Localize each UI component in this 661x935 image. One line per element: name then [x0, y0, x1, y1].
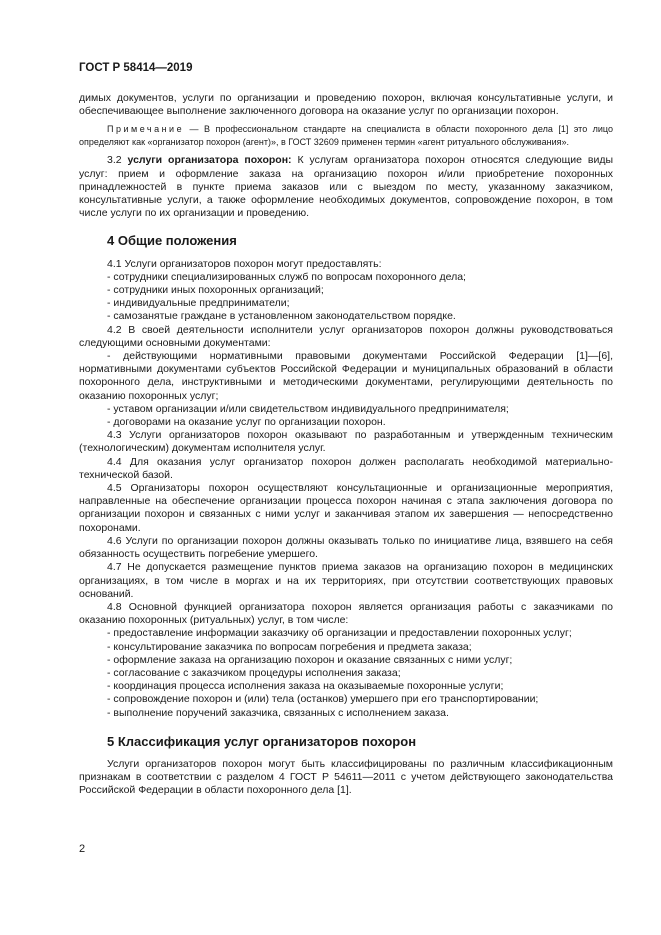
list-item: - сотрудники специализированных служб по вопросам похоронного дела; — [107, 270, 466, 283]
list-item: - координация процесса исполнения заказа на оказываемые похоронные услуги; — [107, 680, 504, 693]
list-item: - договорами на оказание услуг по организации похорон. — [107, 416, 386, 429]
clause-4-6: 4.6 Услуги по организации похорон должны оказывать только по инициативе лица, взявшего на себя обязанность осуществить погребение умершего. — [79, 534, 613, 561]
note-paragraph — [79, 123, 613, 149]
list-item: - предоставление информации заказчику об организации и предоставлении похоронных услуг; — [107, 627, 572, 640]
list-item: - самозанятые граждане в установленном законодательством порядке. — [107, 310, 456, 323]
page-content — [79, 92, 613, 798]
definition-text: К услугам организатора похорон относятся следующие виды услуг: прием и оформление заказа на организацию похорон и/или приобретение похоронных принадлежностей в пункте приема заказов или с выездом по месту, указанному заказчиком, консультативные услуги, а также оформление необходимых документов, сопровождение похорон, в том числе услуги по их организации и проведению. — [79, 154, 613, 220]
definition-number: 3.2 — [107, 154, 128, 167]
note-label: Примечание — [107, 124, 185, 135]
section-4-heading: 4 Общие положения — [107, 233, 237, 249]
clause-4-3: 4.3 Услуги организаторов похорон оказывают по разработанным и утвержденным техническим (технологическим) документам исполнителя услуг. — [79, 429, 613, 455]
list-item: - уставом организации и/или свидетельством индивидуального предпринимателя; — [107, 402, 509, 415]
section-5-heading: 5 Классификация услуг организаторов похорон — [107, 733, 417, 749]
clause-4-2: 4.2 В своей деятельности исполнители услуг организаторов похорон должны руководствоваться следующими основными документами: — [79, 323, 613, 349]
definition-term: услуги организатора похорон: — [127, 154, 292, 167]
list-item: - оформление заказа на организацию похорон и оказание связанных с ними услуг; — [107, 653, 513, 666]
list-item: - согласование с заказчиком процедуры исполнения заказа; — [107, 666, 401, 679]
list-item: - сопровождение похорон и (или) тела (останков) умершего при его транспортировании; — [107, 693, 539, 706]
note-text: — В профессиональном стандарте на специалиста в области похоронного дела [1] это лицо определяют как «организатор похорон (агент)», в ГОСТ 32609 применен термин «агент ритуального обслуживания». — [79, 124, 613, 148]
clause-4-7: 4.7 Не допускается размещение пунктов приема заказов на организацию похорон в медицинских организациях, в том числе в моргах и на их территориях, при отсутствии соответствующих правовых оснований. — [79, 561, 613, 600]
paragraph-continuation: димых документов, услуги по организации и проведению похорон, включая консультативные услуги, и обеспечивающее выполнение заключенного договора на оказание услуг по организации похорон. — [79, 92, 613, 118]
list-item: - действующими нормативными правовыми документами Российской Федерации [1]—[6], нормативными документами субъектов Российской Федерации и муниципальных образований в области похоронного дела, инструктивными и методическими документами, регулирующими деятельность по оказанию похоронных услуг; — [79, 350, 613, 402]
list-item: - выполнение поручений заказчика, связанных с исполнением заказа. — [107, 706, 449, 719]
clause-4-1: 4.1 Услуги организаторов похорон могут предоставлять: — [107, 257, 382, 270]
clause-4-5: 4.5 Организаторы похорон осуществляют консультационные и организационные мероприятия, направленные на обеспечение организации процесса похорон начиная с этапа заключения договора по организации похорон и связанных с ними услуг и заканчивая этапом их завершения — непосредственно похоронами. — [79, 482, 613, 534]
section-5-text: Услуги организаторов похорон могут быть классифицированы по различным классификационным признакам в соответствии с разделом 4 ГОСТ Р 54611—2011 с учетом действующего законодательства Российской Федерации в области похоронного дела [1]. — [79, 757, 613, 797]
clause-4-4: 4.4 Для оказания услуг организатор похорон должен располагать необходимой материально-технической базой. — [79, 455, 613, 481]
list-item: - консультирование заказчика по вопросам погребения и предмета заказа; — [107, 640, 472, 653]
document-header: ГОСТ Р 58414—2019 — [79, 62, 193, 74]
clause-4-8: 4.8 Основной функцией организатора похорон является организация работы с заказчиками по оказанию похоронных (ритуальных) услуг, в том числе: — [79, 600, 613, 627]
list-item: - сотрудники иных похоронных организаций; — [107, 284, 324, 297]
list-item: - индивидуальные предприниматели; — [107, 297, 290, 310]
definition-3-2 — [79, 154, 613, 220]
page-number: 2 — [79, 843, 86, 855]
